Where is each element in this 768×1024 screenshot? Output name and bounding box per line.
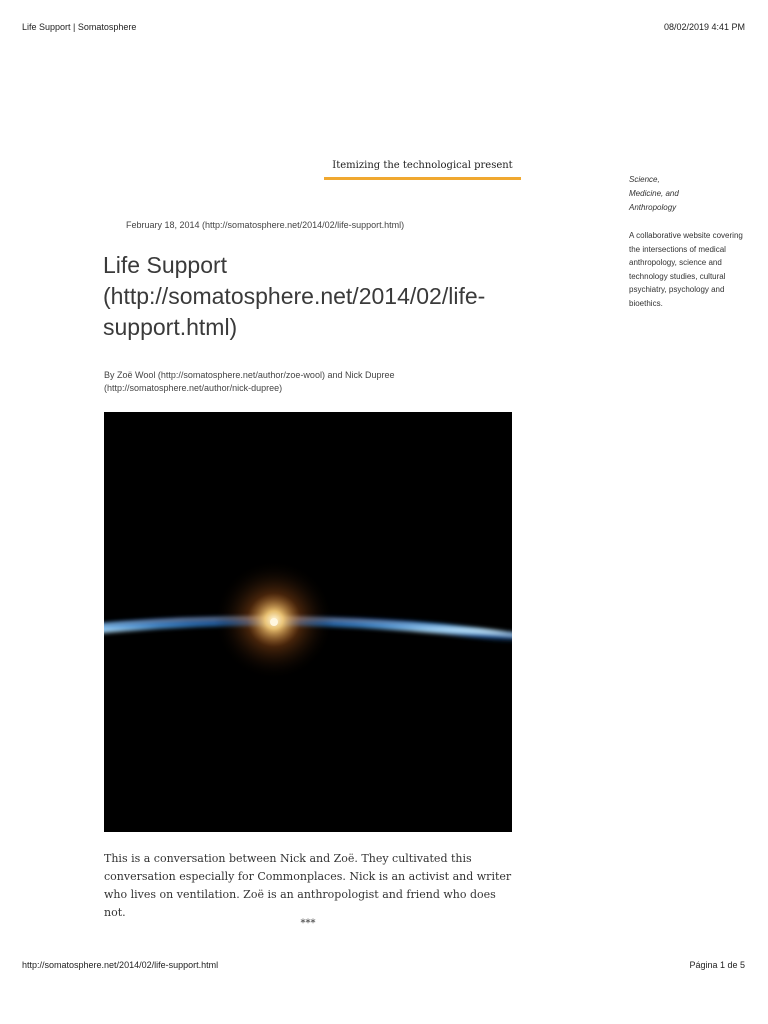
hero-image [104,412,512,832]
intro-paragraph: This is a conversation between Nick and Zoë. They cultivated this conversation especially for Commonplaces. Nick is an activist and writer who lives on ventilation. Zoë is an anthropologist and friend who does not. [104,852,512,919]
print-header-datetime: 08/02/2019 4:41 PM [663,22,745,32]
site-description: A collaborative website covering the intersections of medical anthropology, science and technology studies, cultural psychiatry, psychology and bioethics. [629,231,743,308]
site-tagline [629,173,747,215]
tagline-line: Anthropology [629,203,677,212]
category-link[interactable]: Itemizing the technological present [324,160,521,180]
byline[interactable]: By Zoë Wool (http://somatosphere.net/author/zoe-wool) and Nick Dupree (http://somatosphere.net/author/nick-dupree) [104,370,395,393]
post-date[interactable]: February 18, 2014 (http://somatosphere.net/2014/02/life-support.html) [126,220,405,230]
section-separator: *** [300,918,316,929]
post-title[interactable]: Life Support (http://somatosphere.net/2014/02/life-support.html) [103,252,486,340]
tagline-line: Science, [629,175,660,184]
earth-horizon-sunrise-image [104,412,512,832]
tagline-line: Medicine, and [629,189,679,198]
print-header-title: Life Support | Somatosphere [22,22,137,32]
print-footer-url: http://somatosphere.net/2014/02/life-support.html [22,960,219,970]
print-footer-page-number: Página 1 de 5 [689,960,745,970]
sidebar [629,173,747,310]
